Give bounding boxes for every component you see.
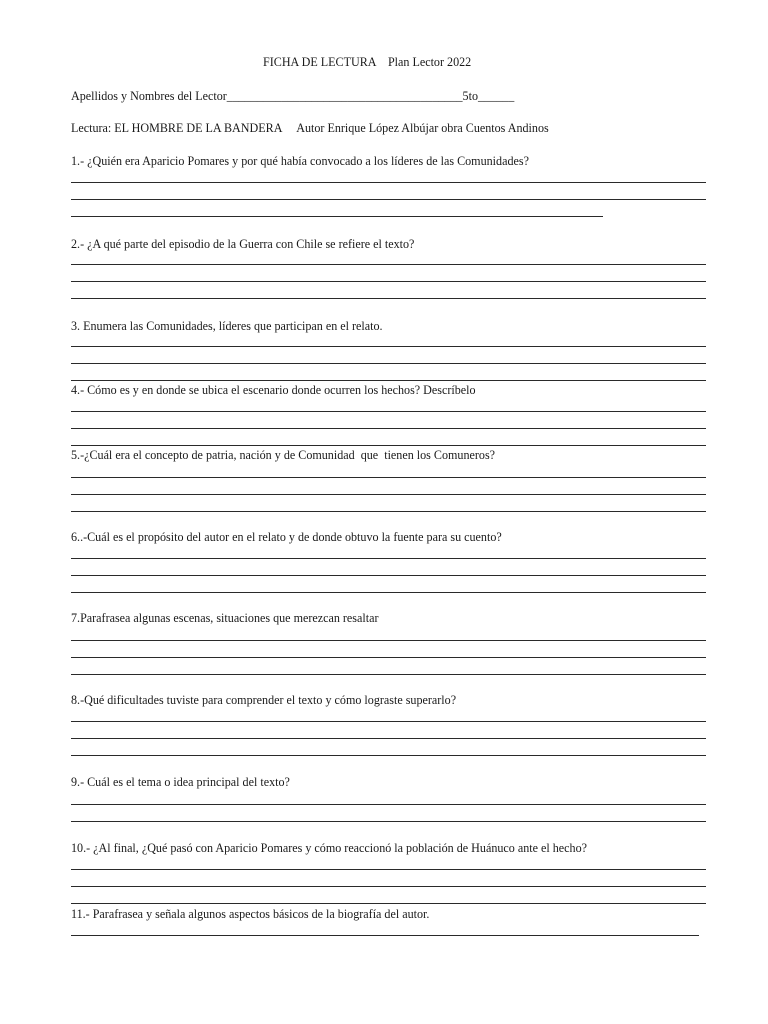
question-8: 8.-Qué dificultades tuviste para comprender el texto y cómo lograste superarlo? [71,692,457,707]
answer-line[interactable] [71,363,706,364]
answer-line[interactable] [71,755,706,756]
answer-line[interactable] [71,657,706,658]
answer-line[interactable] [71,886,706,887]
answer-line[interactable] [71,903,706,904]
question-3: 3. Enumera las Comunidades, líderes que participan en el relato. [71,318,383,333]
answer-line[interactable] [71,199,706,200]
answer-line[interactable] [71,821,706,822]
reading-info: Lectura: EL HOMBRE DE LA BANDERA Autor Enrique López Albújar obra Cuentos Andinos [71,120,549,135]
answer-line[interactable] [71,575,706,576]
answer-line[interactable] [71,494,706,495]
answer-line[interactable] [71,721,706,722]
question-9: 9.- Cuál es el tema o idea principal del texto? [71,774,290,789]
answer-line[interactable] [71,216,603,217]
answer-line[interactable] [71,182,706,183]
answer-line[interactable] [71,298,706,299]
answer-line[interactable] [71,738,706,739]
question-5: 5.-¿Cuál era el concepto de patria, nación y de Comunidad que tienen los Comuneros? [71,447,496,462]
answer-line[interactable] [71,281,706,282]
question-1: 1.- ¿Quién era Aparicio Pomares y por qué había convocado a los líderes de las Comunidades? [71,153,529,168]
question-7: 7.Parafrasea algunas escenas, situaciones que merezcan resaltar [71,610,379,625]
answer-line[interactable] [71,445,706,446]
answer-line[interactable] [71,264,706,265]
question-10: 10.- ¿Al final, ¿Qué pasó con Aparicio Pomares y cómo reaccionó la población de Huánuco ante el hecho? [71,840,587,855]
answer-line[interactable] [71,428,706,429]
reader-name-field[interactable]: Apellidos y Nombres del Lector_______________________________________5to______ [71,88,515,103]
answer-line[interactable] [71,411,706,412]
answer-line[interactable] [71,477,706,478]
answer-line[interactable] [71,511,706,512]
answer-line[interactable] [71,640,706,641]
worksheet-title: FICHA DE LECTURA Plan Lector 2022 [263,54,472,69]
question-6: 6..-Cuál es el propósito del autor en el relato y de donde obtuvo la fuente para su cuento? [71,529,502,544]
answer-line[interactable] [71,346,706,347]
question-4: 4.- Cómo es y en donde se ubica el escenario donde ocurren los hechos? Descríbelo [71,382,476,397]
question-2: 2.- ¿A qué parte del episodio de la Guerra con Chile se refiere el texto? [71,236,415,251]
answer-line[interactable] [71,558,706,559]
answer-line[interactable] [71,869,706,870]
question-11: 11.- Parafrasea y señala algunos aspectos básicos de la biografía del autor. [71,906,430,921]
answer-line[interactable] [71,592,706,593]
answer-line[interactable] [71,935,699,936]
answer-line[interactable] [71,674,706,675]
answer-line[interactable] [71,380,706,381]
answer-line[interactable] [71,804,706,805]
